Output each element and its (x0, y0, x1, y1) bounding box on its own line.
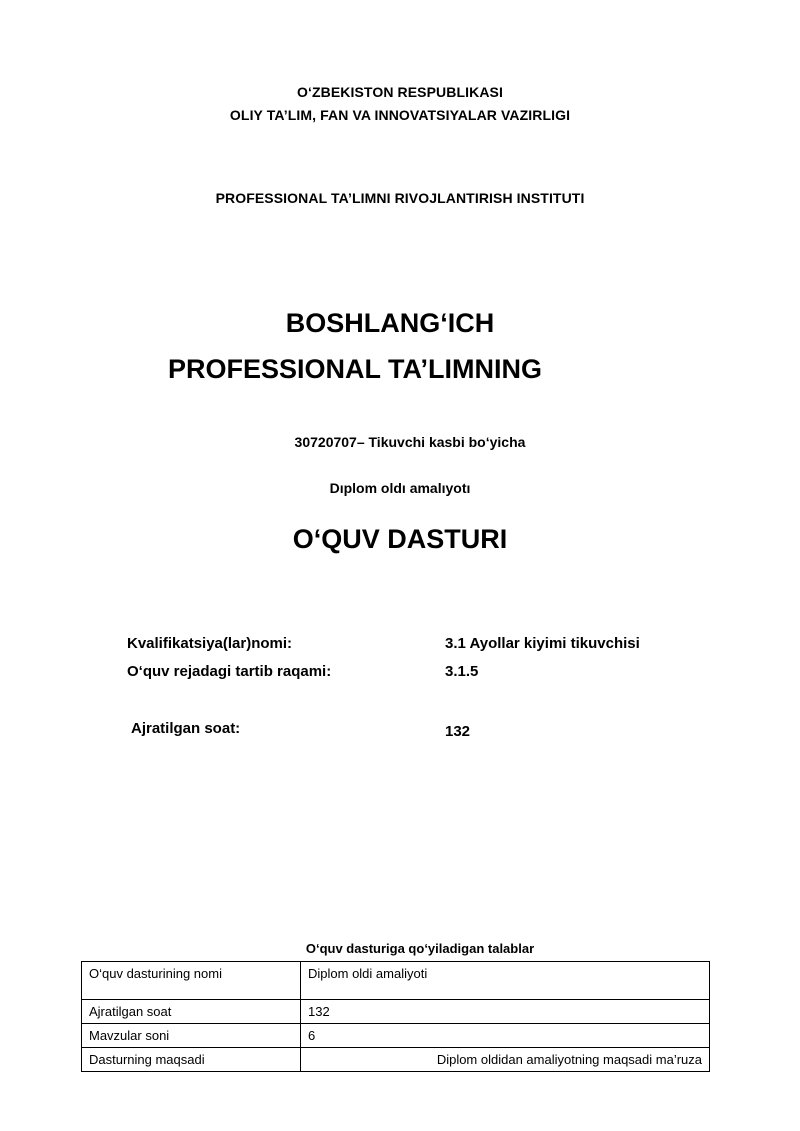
row-label: O‘quv dasturining nomi (82, 962, 301, 1000)
title-line-1: BOSHLANG‘ICH (285, 308, 495, 338)
title-line-2: PROFESSIONAL TA’LIMNING (168, 354, 543, 384)
profession-line: 30720707– Tikuvchi kasbi bo‘yicha (294, 434, 526, 450)
ministry-line-1: O‘ZBEKISTON RESPUBLIKASI (297, 84, 503, 100)
table-row (82, 1048, 710, 1072)
requirements-table (81, 961, 710, 1072)
document-title: O‘QUV DASTURI (292, 524, 508, 554)
hours-value: 132 (445, 723, 471, 740)
row-value: 132 (301, 1000, 710, 1024)
table-row (82, 1024, 710, 1048)
row-label: Dasturning maqsadi (82, 1048, 301, 1072)
row-value: Diplom oldi amaliyoti (301, 962, 710, 1000)
requirements-caption: O‘quv dasturiga qo‘yiladigan talablar (305, 941, 535, 956)
row-value: Diplom oldidan amaliyotning maqsadi ma’ruza (301, 1048, 710, 1072)
table-row (82, 962, 710, 1000)
row-value: 6 (301, 1024, 710, 1048)
row-label: Ajratilgan soat (82, 1000, 301, 1024)
qualification-label: Kvalifikatsiya(lar)nomi: (127, 635, 293, 652)
hours-label: Ajratilgan soat: (131, 720, 241, 737)
row-label: Mavzular soni (82, 1024, 301, 1048)
table-row (82, 1000, 710, 1024)
ministry-line-2: OLIY TA’LIM, FAN VA INNOVATSIYALAR VAZIRLIGI (229, 107, 571, 123)
institute-name: PROFESSIONAL TA’LIMNI RIVOJLANTIRISH INSTITUTI (215, 190, 585, 206)
practice-name: Dıplom oldı amalıyotı (329, 480, 471, 496)
order-value: 3.1.5 (445, 663, 479, 680)
order-label: O‘quv rejadagi tartib raqami: (127, 663, 332, 680)
qualification-value: 3.1 Ayollar kiyimi tikuvchisi (445, 635, 640, 652)
